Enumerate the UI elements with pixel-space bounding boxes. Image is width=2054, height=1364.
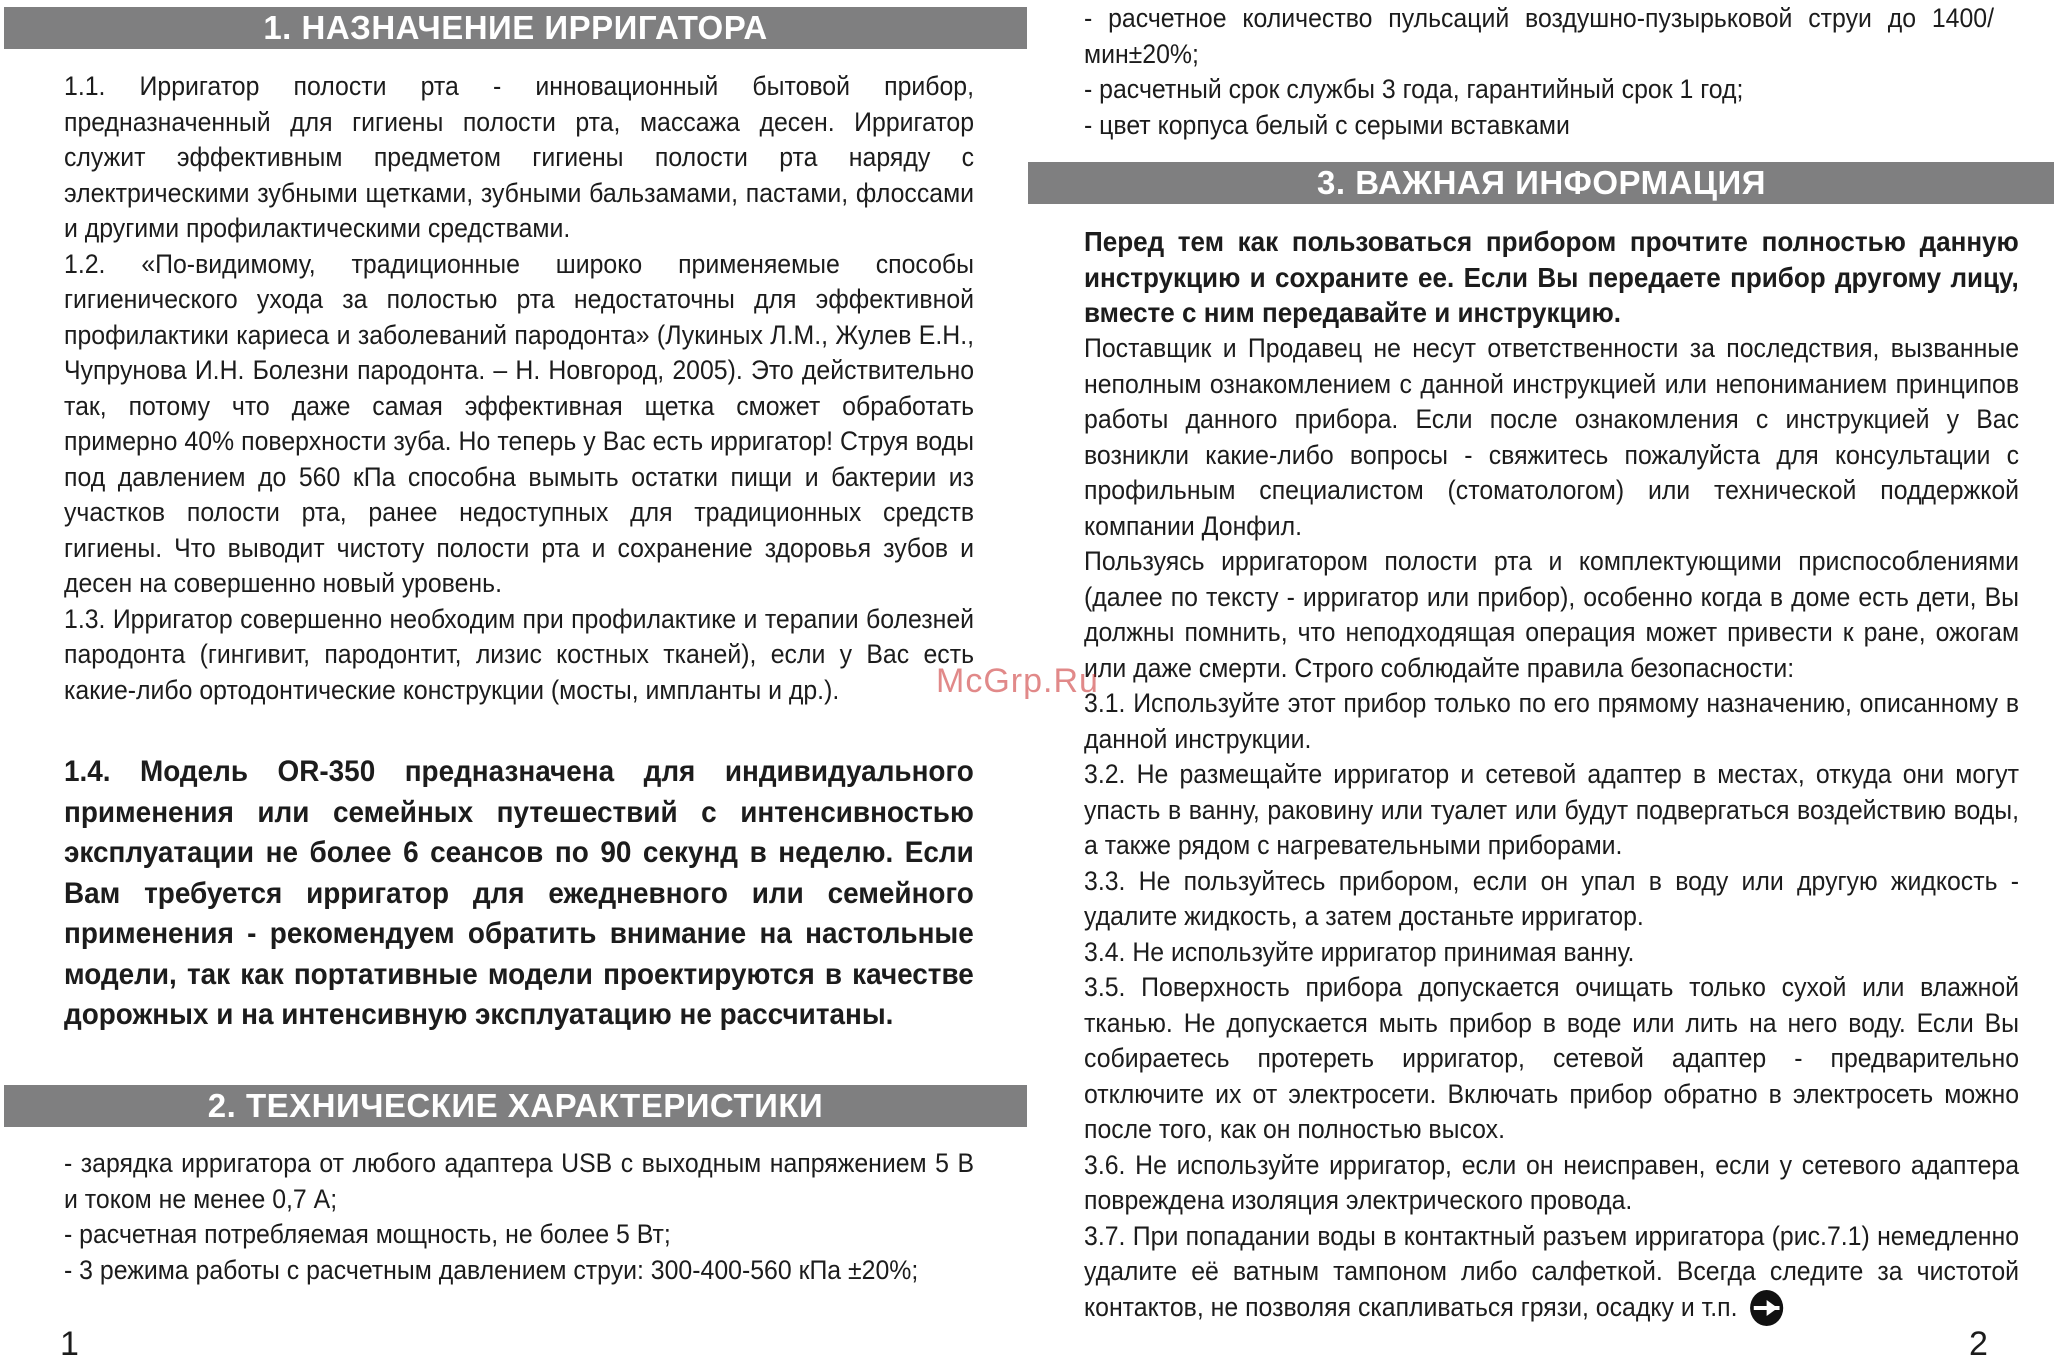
spec-item: - цвет корпуса белый с серыми вставками (1084, 109, 1570, 140)
spec-item: - расчетный срок службы 3 года, гарантийный срок 1 год; (1084, 74, 1744, 104)
section-2-continued (1084, 1, 1994, 143)
rule-3-2: 3.2. Не размещайте ирригатор и сетевой адаптер в местах, откуда они могут упасть в ванну, раковину или туалет или будут подвергаться воздействию воды, а также рядом с нагревательными приборами. (1084, 759, 2020, 860)
safety-paragraph: Пользуясь ирригатором полости рта и комплектующими приспособлениями (далее по тексту - ирригатор или прибор), особенно когда в доме есть дети, Вы должны помнить, что неподходящая операция может привести к ране, ожогам или даже смерти. Строго соблюдайте правила безопасности: (1084, 546, 2020, 683)
section-2-title: 2. ТЕХНИЧЕСКИЕ ХАРАКТЕРИСТИКИ (4, 1085, 1027, 1127)
section-3-intro-bold (1084, 224, 2019, 331)
paragraph-1-4: 1.4. Модель OR-350 предназначена для индивидуального применения или семейных путешествий с интенсивностью эксплуатации не более 6 сеансов по 90 секунд в неделю. Если Вам требуется ирригатор для ежедневного или семейного применения - рекомендуем обратить внимание на настольные модели, так как портативные модели проектируются в качестве дорожных и на интенсивную эксплуатацию не рассчитаны. (64, 755, 974, 1031)
rule-3-5: 3.5. Поверхность прибора допускается очищать только сухой или влажной тканью. Не допускается мыть прибор в воде или лить на него воду. Если Вы собираетесь протереть ирригатор, сетевой адаптер - предварительно отключите их от электросети. Включать прибор обратно в электросеть можно после того, как он полностью высох. (1084, 972, 2020, 1144)
rule-3-3: 3.3. Не пользуйтесь прибором, если он упал в воду или другую жидкость - удалите жидкость, а затем достаньте ирригатор. (1084, 865, 2020, 931)
spec-item: - зарядка ирригатора от любого адаптера USB с выходным напряжением 5 В и током не менее 0,7 А; (64, 1148, 975, 1214)
paragraph-1-2: 1.2. «По-видимому, традиционные широко применяемые способы гигиенического ухода за полостью рта недостаточны для эффективной профилактики кариеса и заболеваний пародонта» (Лукиных Л.М., Жулев Е.Н., Чупрунова И.Н. Болезни пародонта. – Н. Новгород, 2005). Это действительно так, потому что даже самая эффективная щетка сможет обработать примерно 40% поверхности зуба. Но теперь у Вас есть ирригатор! Струя воды под давлением до 560 кПа способна вымыть остатки пищи и бактерии из участков полости рта, ранее недоступных для традиционных средств гигиены. Что выводит чистоту полости рта и сохранение здоровья зубов и десен на совершенно новый уровень. (64, 248, 975, 598)
section-1-title: 1. НАЗНАЧЕНИЕ ИРРИГАТОРА (4, 7, 1027, 49)
rule-3-1: 3.1. Используйте этот прибор только по его прямому назначению, описанному в данной инструкции. (1084, 688, 2020, 754)
liability-paragraph: Поставщик и Продавец не несут ответственности за последствия, вызванные неполным ознакомлением с данной инструкцией или непониманием принципов работы данного прибора. Если после ознакомления с инструкцией у Вас возникли какие-либо вопросы - свяжитесь пожалуйста для консультации с профильным специалистом (стоматологом) или технической поддержкой компании Донфил. (1084, 333, 2020, 541)
rule-3-6: 3.6. Не используйте ирригатор, если он неисправен, если у сетевого адаптера повреждена изоляция электрического провода. (1084, 1149, 2020, 1215)
rule-3-4: 3.4. Не используйте ирригатор принимая ванну. (1084, 936, 1635, 967)
section-3-body (1084, 331, 2019, 1326)
left-page (0, 0, 1027, 1362)
watermark: McGrp.Ru (936, 662, 1099, 700)
right-page (1027, 0, 2054, 1362)
rule-3-7-text: 3.7. При попадании воды в контактный разъем ирригатора (рис.7.1) немедленно удалите её ватным тампоном либо салфеткой. Всегда следите за чистотой контактов, не позволяя скапливаться грязи, осадку и т.п. (1084, 1220, 2020, 1322)
paragraph-1-3: 1.3. Ирригатор совершенно необходим при профилактике и терапии болезней пародонта (гингивит, пародонтит, лизис костных тканей), если у Вас есть какие-либо ортодонтические конструкции (мосты, импланты и др.). (64, 603, 975, 705)
rule-3-7 (1084, 1219, 2019, 1327)
paragraph-1-1: 1.1. Ирригатор полости рта - инновационный бытовой прибор, предназначенный для гигиены полости рта, массажа десен. Ирригатор служит эффективным предметом гигиены полости рта наряду с электрическими зубными щетками, зубными бальзамами, пастами, флоссами и другими профилактическими средствами. (64, 71, 975, 243)
page-number-right: 2 (1969, 1325, 1988, 1363)
spec-item: - 3 режима работы с расчетным давлением струи: 300-400-560 кПа ±20%; (64, 1254, 919, 1285)
arrow-right-circle-icon (1750, 1290, 1783, 1326)
section-3-title: 3. ВАЖНАЯ ИНФОРМАЦИЯ (1028, 162, 2054, 204)
page-number-left: 1 (60, 1325, 79, 1363)
section-2-body (64, 1146, 974, 1288)
important-notice: Перед тем как пользоваться прибором прочтите полностью данную инструкцию и сохраните ее. Если Вы передаете прибор другому лицу, вместе с ним передавайте и инструкцию. (1084, 226, 2019, 328)
section-1-highlight (64, 752, 974, 1036)
spec-item: - расчетная потребляемая мощность, не более 5 Вт; (64, 1219, 671, 1249)
spec-item: - расчетное количество пульсаций воздушно-пузырьковой струи до 1400/мин±20%; (1084, 3, 1995, 69)
section-1-body (64, 69, 974, 708)
